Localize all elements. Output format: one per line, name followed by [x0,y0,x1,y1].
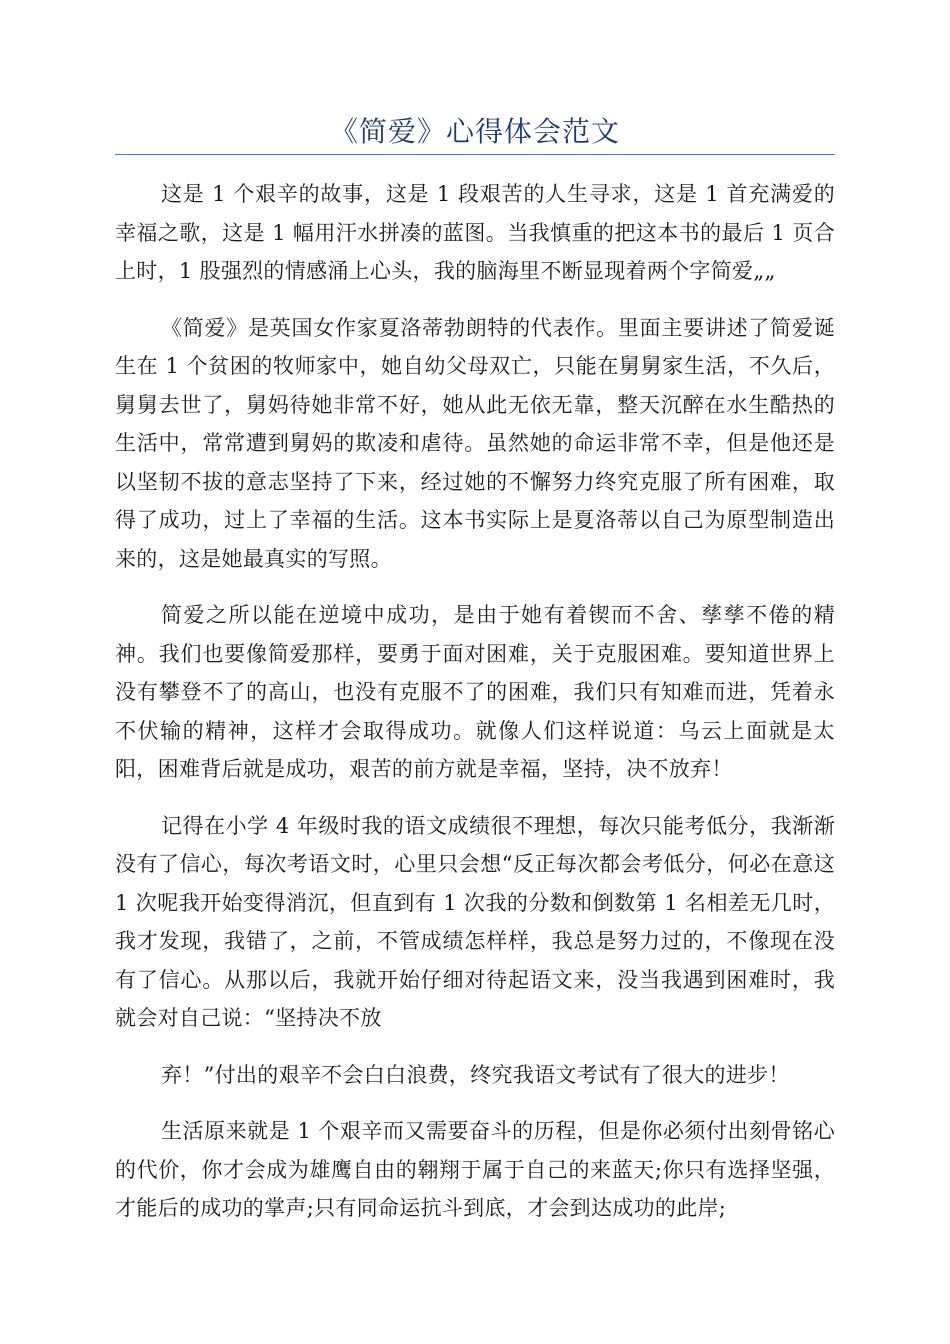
document-title: 《简爱》心得体会范文 [329,115,620,148]
document-body [115,175,835,1246]
paragraph-5: 弃！”付出的艰辛不会白白浪费，终究我语文考试有了很大的进步！ [161,1062,790,1087]
paragraph-6: 生活原来就是 1 个艰辛而又需要奋斗的历程，但是你必须付出刻骨铭心的代价，你才会成为雄鹰自由的翱翔于属于自己的来蓝天;你只有选择坚强，才能后的成功的掌声;只有同命运抗斗到底，才会到达成功的此岸; [115,1119,835,1220]
paragraph-3: 简爱之所以能在逆境中成功，是由于她有着锲而不舍、孳孳不倦的精神。我们也要像简爱那样，要勇于面对困难，关于克服困难。要知道世界上没有攀登不了的高山，也没有克服不了的困难，我们只有知难而进，凭着永不伏输的精神，这样才会取得成功。就像人们这样说道：乌云上面就是太阳，困难背后就是成功，艰苦的前方就是幸福，坚持，决不放弃！ [115,603,835,781]
paragraph-1: 这是 1 个艰辛的故事，这是 1 段艰苦的人生寻求，这是 1 首充满爱的幸福之歌，这是 1 幅用汗水拼凑的蓝图。当我慎重的把这本书的最后 1 页合上时，1 股强烈的情感涌上心头，我的脑海里不断显现着两个字简爱„„ [115,182,835,283]
paragraph-4: 记得在小学 4 年级时我的语文成绩很不理想，每次只能考低分，我渐渐没有了信心，每次考语文时，心里只会想“反正每次都会考低分，何必在意这 1 次呢我开始变得消沉，但直到有 1 次我的分数和倒数第 1 名相差无几时，我才发现，我错了，之前，不管成绩怎样样，我总是努力过的，不像现在没有了信心。从那以后，我就开始仔细对待起语文来，没当我遇到困难时，我就会对自己说：“坚持决不放 [115,813,835,1030]
paragraph-2: 《简爱》是英国女作家夏洛蒂勃朗特的代表作。里面主要讲述了简爱诞生在 1 个贫困的牧师家中，她自幼父母双亡，只能在舅舅家生活，不久后，舅舅去世了，舅妈待她非常不好，她从此无依无靠，整天沉醉在水生酷热的生活中，常常遭到舅妈的欺凌和虐待。虽然她的命运非常不幸，但是他还是以坚韧不拔的意志坚持了下来，经过她的不懈努力终究克服了所有困难，取得了成功，过上了幸福的生活。这本书实际上是夏洛蒂以自己为原型制造出来的，这是她最真实的写照。 [115,315,835,571]
title-underline [115,154,835,155]
